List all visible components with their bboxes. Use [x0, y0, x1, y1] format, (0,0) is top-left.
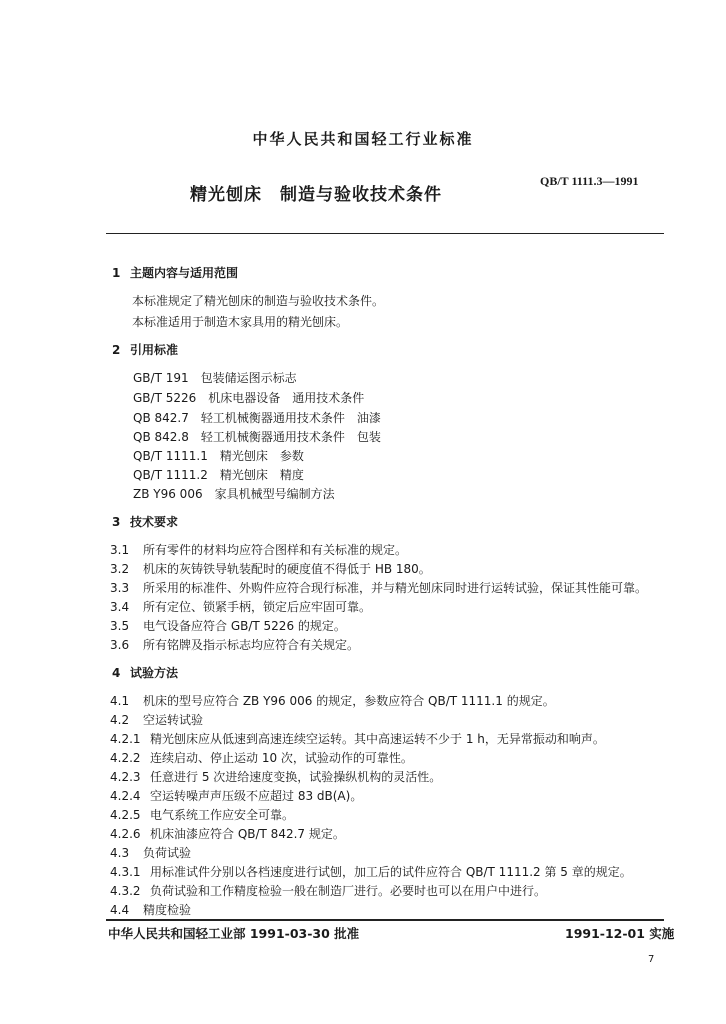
- section-3-heading: [112, 513, 178, 530]
- standard-number: QB/T 1111.3—1991: [540, 174, 639, 188]
- clause-text: 空运转噪声声压级不应超过 83 dB(A)。: [150, 789, 363, 803]
- section-title: 试验方法: [130, 666, 179, 680]
- clause: [110, 636, 359, 653]
- clause-number: 4.2.5: [110, 808, 141, 822]
- clause-text: 负荷试验: [143, 846, 192, 860]
- section-1-heading: [112, 264, 238, 281]
- reference-item: QB 842.8 轻工机械衡器通用技术条件 包装: [133, 430, 381, 444]
- clause-text: 空运转试验: [143, 713, 204, 727]
- clause-number: 4.4: [110, 903, 130, 917]
- clause-text: 机床油漆应符合 QB/T 842.7 规定。: [150, 827, 345, 841]
- clause: [110, 749, 413, 766]
- clause-number: 3.5: [110, 619, 130, 633]
- section-number: 2: [112, 343, 121, 357]
- clause-number: 3.3: [110, 581, 130, 595]
- clause-text: 所采用的标准件、外购件应符合现行标准，并与精光刨床同时进行运转试验，保证其性能可靠。: [143, 581, 648, 595]
- paragraph: 本标准适用于制造木家具用的精光刨床。: [132, 315, 349, 329]
- clause-text: 负荷试验和工作精度检验一般在制造厂进行。必要时也可以在用户中进行。: [150, 884, 547, 898]
- clause: [110, 541, 407, 558]
- footer-divider: [106, 919, 664, 921]
- section-title: 技术要求: [130, 515, 179, 529]
- clause-number: 4.1: [110, 694, 130, 708]
- implementation-date: 1991-12-01 实施: [565, 926, 675, 941]
- clause: [110, 730, 605, 747]
- reference-item: GB/T 191 包装储运图示标志: [133, 371, 297, 385]
- clause-text: 电气设备应符合 GB/T 5226 的规定。: [143, 619, 346, 633]
- clause-text: 精度检验: [143, 903, 192, 917]
- clause: [110, 711, 203, 728]
- clause-number: 4.3.2: [110, 884, 141, 898]
- clause-number: 3.1: [110, 543, 130, 557]
- document-title: 精光刨床 制造与验收技术条件: [190, 185, 442, 205]
- clause-text: 所有零件的材料均应符合图样和有关标准的规定。: [143, 543, 408, 557]
- page-number: 7: [648, 954, 655, 965]
- clause-text: 所有铭牌及指示标志均应符合有关规定。: [143, 638, 360, 652]
- clause-number: 3.2: [110, 562, 130, 576]
- reference-item: QB/T 1111.1 精光刨床 参数: [133, 449, 304, 463]
- section-title: 主题内容与适用范围: [130, 266, 239, 280]
- reference-item: QB 842.7 轻工机械衡器通用技术条件 油漆: [133, 411, 381, 425]
- clause-number: 4.2.1: [110, 732, 141, 746]
- ministry-heading: 中华人民共和国轻工行业标准: [252, 130, 474, 148]
- clause-text: 机床的灰铸铁导轨装配时的硬度值不得低于 HB 180。: [143, 562, 431, 576]
- clause: [110, 579, 647, 596]
- clause: [110, 806, 294, 823]
- clause: [110, 560, 431, 577]
- clause-number: 3.4: [110, 600, 130, 614]
- clause: [110, 882, 546, 899]
- clause: [110, 692, 555, 709]
- paragraph: 本标准规定了精光刨床的制造与验收技术条件。: [132, 294, 385, 308]
- clause-text: 精光刨床应从低速到高速连续空运转。其中高速运转不少于 1 h，无异常振动和响声。: [150, 732, 605, 746]
- clause: [110, 617, 346, 634]
- clause-number: 4.2.3: [110, 770, 141, 784]
- clause-text: 用标准试件分别以各档速度进行试刨，加工后的试件应符合 QB/T 1111.2 第 5 章的规定。: [150, 865, 632, 879]
- clause: [110, 901, 191, 918]
- approval-date: 中华人民共和国轻工业部 1991-03-30 批准: [108, 926, 360, 941]
- reference-item: QB/T 1111.2 精光刨床 精度: [133, 468, 304, 482]
- section-number: 4: [112, 666, 121, 680]
- clause-number: 3.6: [110, 638, 130, 652]
- clause-text: 电气系统工作应安全可靠。: [150, 808, 295, 822]
- clause-text: 任意进行 5 次进给速度变换，试验操纵机构的灵活性。: [150, 770, 442, 784]
- clause-number: 4.2.6: [110, 827, 141, 841]
- clause: [110, 863, 632, 880]
- clause-text: 所有定位、锁紧手柄，锁定后应牢固可靠。: [143, 600, 372, 614]
- section-2-heading: [112, 341, 178, 358]
- clause-number: 4.2.2: [110, 751, 141, 765]
- section-number: 3: [112, 515, 121, 529]
- clause-number: 4.3: [110, 846, 130, 860]
- clause: [110, 825, 345, 842]
- clause: [110, 844, 191, 861]
- clause-number: 4.2.4: [110, 789, 141, 803]
- clause-text: 连续启动、停止运动 10 次，试验动作的可靠性。: [150, 751, 413, 765]
- section-number: 1: [112, 266, 121, 280]
- clause-number: 4.3.1: [110, 865, 141, 879]
- reference-item: ZB Y96 006 家具机械型号编制方法: [133, 487, 335, 501]
- clause: [110, 787, 362, 804]
- section-title: 引用标准: [130, 343, 179, 357]
- clause-number: 4.2: [110, 713, 130, 727]
- header-divider: [106, 233, 664, 234]
- section-4-heading: [112, 664, 178, 681]
- clause-text: 机床的型号应符合 ZB Y96 006 的规定，参数应符合 QB/T 1111.1 的规定。: [143, 694, 555, 708]
- clause: [110, 598, 371, 615]
- clause: [110, 768, 441, 785]
- reference-item: GB/T 5226 机床电器设备 通用技术条件: [133, 391, 365, 405]
